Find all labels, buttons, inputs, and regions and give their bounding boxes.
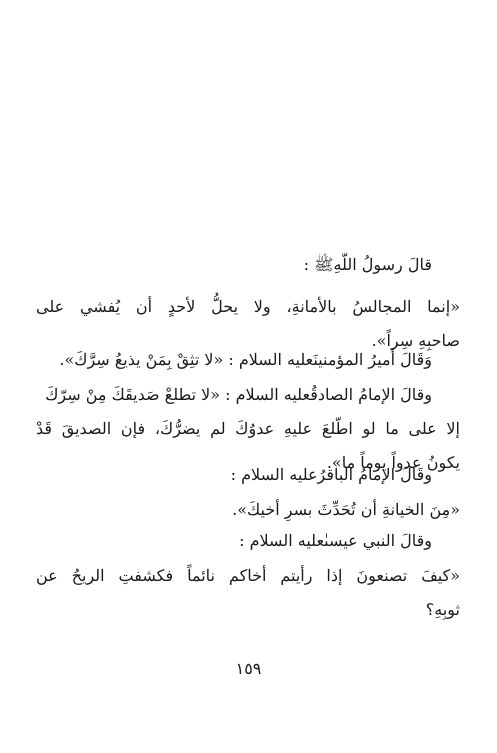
text-line: وَقَالَ أميرُ المؤمنينَعليه السلام : «لا تثِقْ بِمَنْ يذيعُ سِرَّكَ».	[59, 350, 432, 369]
text-line: «كيفَ تصنعونَ إذا رأيتم أخاكم نائماً فكشفتِ الريحُ عن	[36, 566, 460, 585]
hadith-block-prophet	[36, 248, 460, 282]
page-number: ١٥٩	[235, 659, 262, 678]
text-line: وقالَ الإمامُ الصادقُعليه السلام : «لا تطلعْ صَديقَكَ مِنْ سِرّكَ	[45, 385, 432, 404]
text-line: «إنما المجالسُ بالأمانةِ، ولا يحلُّ لأحدٍ أن يُفشي على	[36, 297, 460, 316]
hadith-block-baqir	[36, 458, 460, 492]
text-line: وقَالَ الإمامُ الباقرُعليه السلام :	[230, 465, 432, 484]
text-line: قالَ رسولُ اللّهِﷺ :	[303, 255, 432, 274]
hadith-block-isa	[36, 524, 460, 558]
text-line: إلا على ما لو اطّلعَ عليهِ عدوُكَ لم يضرُّكَ، فإن الصديقَ قَدْ	[36, 419, 460, 438]
hadith-block-amir	[36, 343, 460, 377]
text-line: وقالَ النبي عيسىٰعليه السلام :	[239, 531, 432, 550]
text-line: صاحبِهِ سِراً».	[371, 331, 460, 350]
text-line: ثوبِهِ؟	[425, 600, 460, 619]
hadith-block-quote-isa	[36, 559, 460, 627]
text-line: «مِنَ الخيانةِ أن تُحَدِّثَ بسرِ أخيكَ».	[232, 500, 460, 519]
hadith-block-quote-baqir	[36, 493, 460, 527]
text-line: يكونُ عدواً يوماً ما».	[326, 453, 460, 472]
